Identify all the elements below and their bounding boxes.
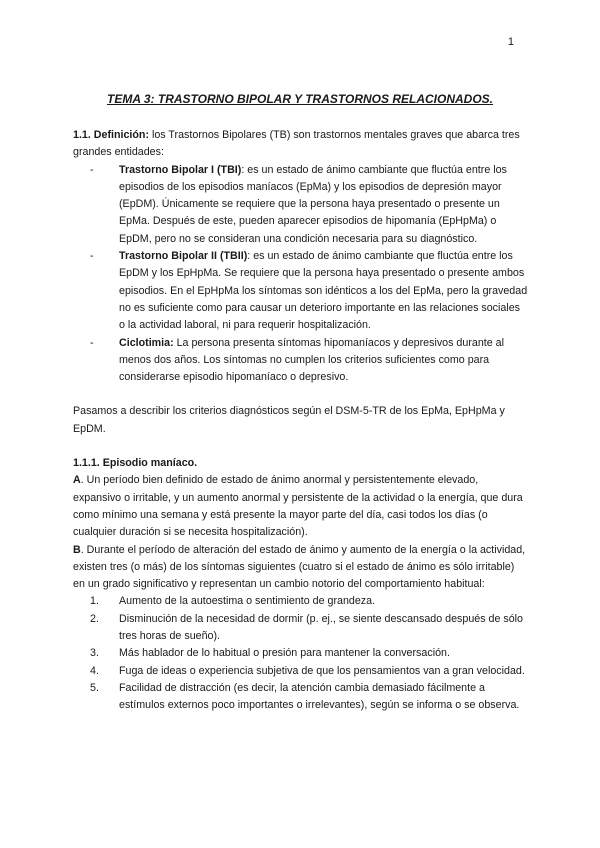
manic-episode-heading: 1.1.1. Episodio maníaco.	[73, 457, 198, 470]
list-item	[73, 162, 528, 248]
list-item-text: La persona presenta síntomas hipomaníacos y depresivos durante al menos dos años. Los síntomas no cumplen los criterios suficientes como para considerarse episodio hipomaníaco o depresivo.	[119, 336, 504, 384]
symptom-number: 1.	[90, 595, 99, 608]
symptom-number: 4.	[90, 664, 99, 677]
list-dash: -	[90, 250, 94, 263]
symptom-text: Facilidad de distracción (es decir, la atención cambia demasiado fácilmente a estímulos externos poco importantes o irrelevantes), según se informa o se observa.	[119, 681, 520, 712]
symptom-item	[73, 645, 528, 662]
symptom-number: 2.	[90, 612, 99, 625]
list-dash: -	[90, 336, 94, 349]
symptom-item	[73, 680, 528, 715]
list-dash: -	[90, 163, 94, 176]
list-item-term: Trastorno Bipolar I (TBI)	[119, 163, 242, 176]
symptom-item	[73, 593, 528, 610]
document-title: TEMA 3: TRASTORNO BIPOLAR Y TRASTORNOS RELACIONADOS.	[106, 92, 494, 106]
entity-list	[73, 162, 528, 387]
page-number: 1	[507, 36, 514, 48]
criterion-b-label: B	[73, 543, 81, 556]
symptom-number: 3.	[90, 647, 99, 660]
list-item-text: : es un estado de ánimo cambiante que fluctúa entre los EpDM y los EpHpMa. Se requiere que la persona haya presentado o presente ambos episodios. En el EpHpMa los síntomas son idénticos a los del EpMa, pero la gravedad no es suficiente como para causar un deterioro importante en las relaciones sociales o la actividad laboral, ni para requerir hospitalización.	[119, 250, 528, 332]
criterion-a	[73, 472, 528, 541]
criterion-b-text: . Durante el período de alteración del estado de ánimo y aumento de la energía o la actividad, existen tres (o más) de los síntomas siguientes (cuatro si el estado de ánimo es sólo irritable) en un grado significativo y representan un cambio notorio del comportamiento habitual:	[73, 543, 526, 591]
list-item	[73, 248, 528, 334]
list-item-term: Ciclotimia:	[119, 336, 174, 349]
definition-paragraph	[73, 127, 528, 162]
definition-heading: 1.1. Definición:	[73, 129, 150, 141]
definition-intro: los Trastornos Bipolares (TB) son trastornos mentales graves que abarca tres grandes entidades:	[73, 129, 520, 159]
symptom-text: Fuga de ideas o experiencia subjetiva de que los pensamientos van a gran velocidad.	[119, 664, 525, 677]
symptom-text: Aumento de la autoestima o sentimiento de grandeza.	[119, 595, 376, 608]
symptom-number: 5.	[90, 681, 99, 694]
criterion-a-text: . Un período bien definido de estado de ánimo anormal y persistentemente elevado, expansivo o irritable, y un aumento anormal y persistente de la actividad o la energía, que dura como mínimo una semana y está presente la mayor parte del día, casi todos los días (o cualquier duración si se necesita hospitalización).	[73, 474, 523, 539]
symptom-text: Disminución de la necesidad de dormir (p. ej., se siente descansado después de sólo tres horas de sueño).	[119, 612, 523, 643]
symptom-text: Más hablador de lo habitual o presión para mantener la conversación.	[119, 647, 450, 660]
criterion-a-label: A	[73, 474, 81, 487]
symptom-item	[73, 611, 528, 646]
symptom-item	[73, 663, 528, 680]
list-item-term: Trastorno Bipolar II (TBII)	[119, 250, 248, 263]
list-item-text: : es un estado de ánimo cambiante que fluctúa entre los episodios de los episodios maníacos (EpMa) y los episodios de depresión mayor (EpDM). Únicamente se requiere que la persona haya presentado o presente un EpMa. Después de este, pueden aparecer episodios de hipomanía (EpHpMa) o EpDM, pero no se consideran una condición necesaria para su diagnóstico.	[119, 163, 507, 245]
document-body	[73, 127, 528, 715]
symptom-list	[73, 593, 528, 714]
transition-paragraph: Pasamos a describir los criterios diagnósticos según el DSM-5-TR de los EpMa, EpHpMa y EpDM.	[73, 405, 505, 435]
list-item	[73, 335, 528, 387]
criterion-b	[73, 542, 528, 594]
